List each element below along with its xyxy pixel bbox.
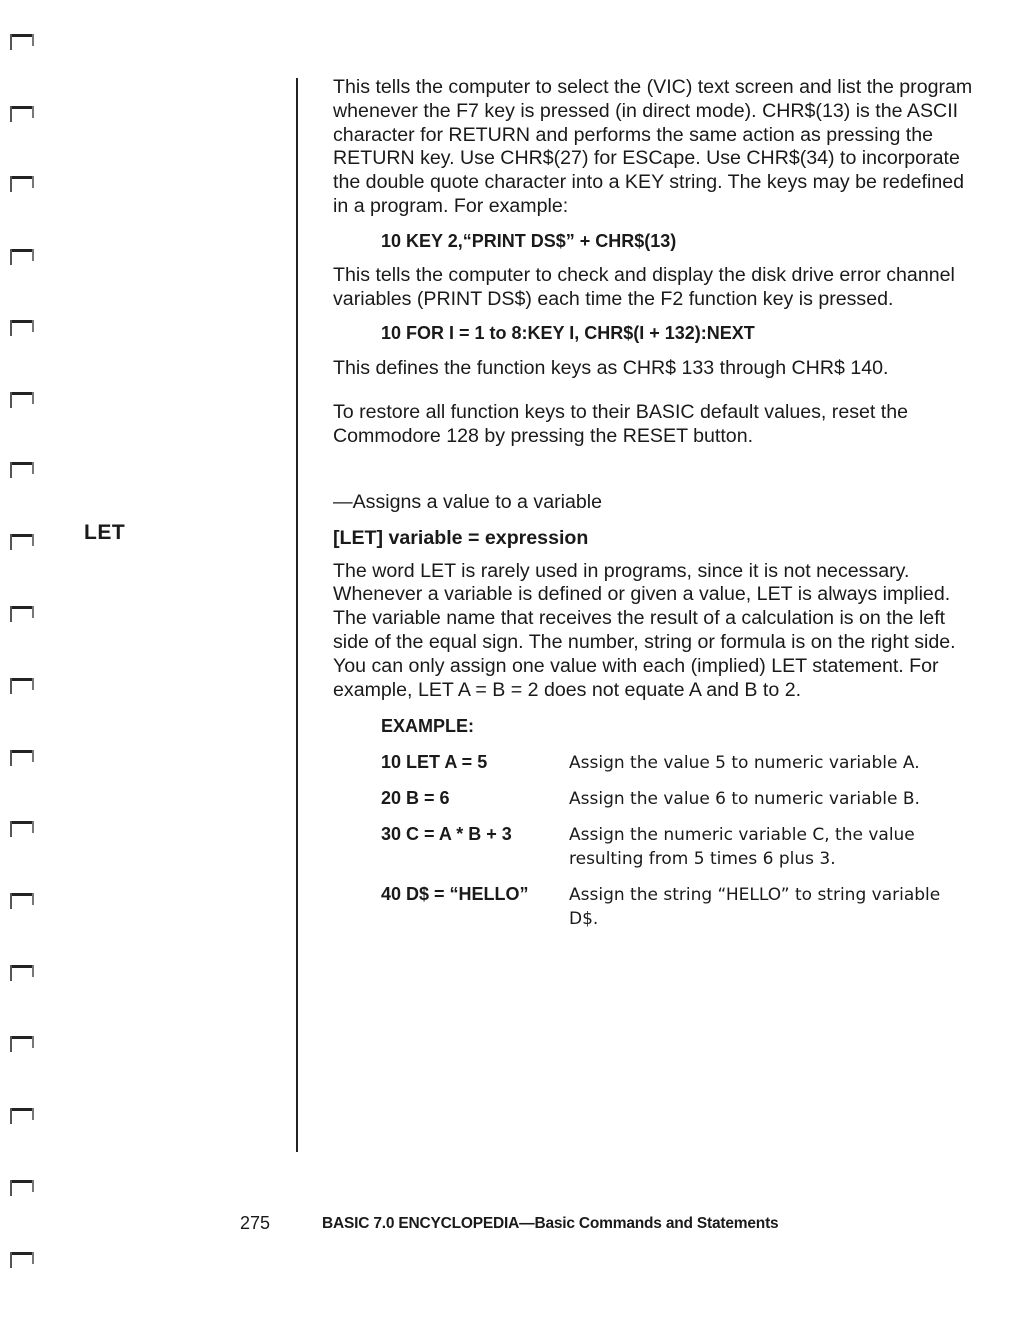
binding-hole	[10, 176, 34, 192]
example-description: Assign the numeric variable C, the value resulting from 5 times 6 plus 3.	[569, 825, 915, 870]
example-row	[381, 787, 983, 811]
example-description: Assign the value 6 to numeric variable B.	[569, 789, 920, 810]
binding-hole	[10, 1036, 34, 1052]
example-row	[381, 823, 983, 871]
binding-hole	[10, 106, 34, 122]
footer-title: BASIC 7.0 ENCYCLOPEDIA—	[322, 1215, 535, 1232]
binding-hole	[10, 534, 34, 550]
binding-hole	[10, 392, 34, 408]
main-content	[333, 76, 983, 931]
let-summary: —Assigns a value to a variable	[333, 490, 603, 513]
example-row	[381, 883, 983, 931]
example-code: 20 B = 6	[381, 788, 450, 809]
binding-hole	[10, 462, 34, 478]
binding-hole	[10, 965, 34, 981]
let-description: The word LET is rarely used in programs, since it is not necessary. Whenever a variable is defined or given a value, LET is always implied. The variable name that receives the result of a calculation is on the left side of the equal sign. The number, string or formula is on the right side. You can only assign one value with each (implied) LET statement. For example, LET A = B = 2 does not equate A and B to 2.	[333, 559, 956, 701]
let-heading: LET	[84, 521, 126, 544]
vertical-divider	[296, 78, 298, 1152]
example-description: Assign the string “HELLO” to string variable D$.	[569, 885, 941, 930]
code-example-key: 10 KEY 2,“PRINT DS$” + CHR$(13)	[381, 230, 677, 251]
example-description: Assign the value 5 to numeric variable A.	[569, 753, 920, 774]
example-code: 10 LET A = 5	[381, 752, 488, 773]
binding-hole	[10, 606, 34, 622]
binding-hole	[10, 320, 34, 336]
binding-hole	[10, 893, 34, 909]
running-footer	[322, 1215, 778, 1233]
example-row	[381, 751, 983, 775]
paragraph-function-keys: This defines the function keys as CHR$ 133 through CHR$ 140.	[333, 357, 889, 380]
binding-hole	[10, 249, 34, 265]
example-code: 40 D$ = “HELLO”	[381, 884, 529, 905]
binding-hole	[10, 1108, 34, 1124]
code-example-for-loop: 10 FOR I = 1 to 8:KEY I, CHR$(I + 132):NEXT	[381, 323, 755, 344]
footer-subtitle: Basic Commands and Statements	[534, 1215, 779, 1232]
binding-hole	[10, 750, 34, 766]
binding-hole	[10, 678, 34, 694]
binding-hole	[10, 821, 34, 837]
binding-hole	[10, 1180, 34, 1196]
binding-hole	[10, 1252, 34, 1268]
example-code: 30 C = A * B + 3	[381, 824, 512, 845]
paragraph-restore: To restore all function keys to their BASIC default values, reset the Commodore 128 by pressing the RESET button.	[333, 401, 909, 447]
intro-paragraph: This tells the computer to select the (VIC) text screen and list the program whenever the F7 key is pressed (in direct mode). CHR$(13) is the ASCII character for RETURN and performs the same action as pressing the RETURN key. Use CHR$(27) for ESCape. Use CHR$(34) to incorporate the double quote character into a KEY string. The keys may be redefined in a program. For example:	[333, 76, 973, 217]
paragraph-disk-error: This tells the computer to check and display the disk drive error channel variables (PRINT DS$) each time the F2 function key is pressed.	[333, 263, 955, 310]
binding-hole	[10, 34, 34, 50]
binding-holes	[0, 0, 48, 1327]
let-format: [LET] variable = expression	[333, 526, 589, 549]
example-label: EXAMPLE:	[381, 716, 475, 737]
page-number: 275	[240, 1213, 271, 1233]
